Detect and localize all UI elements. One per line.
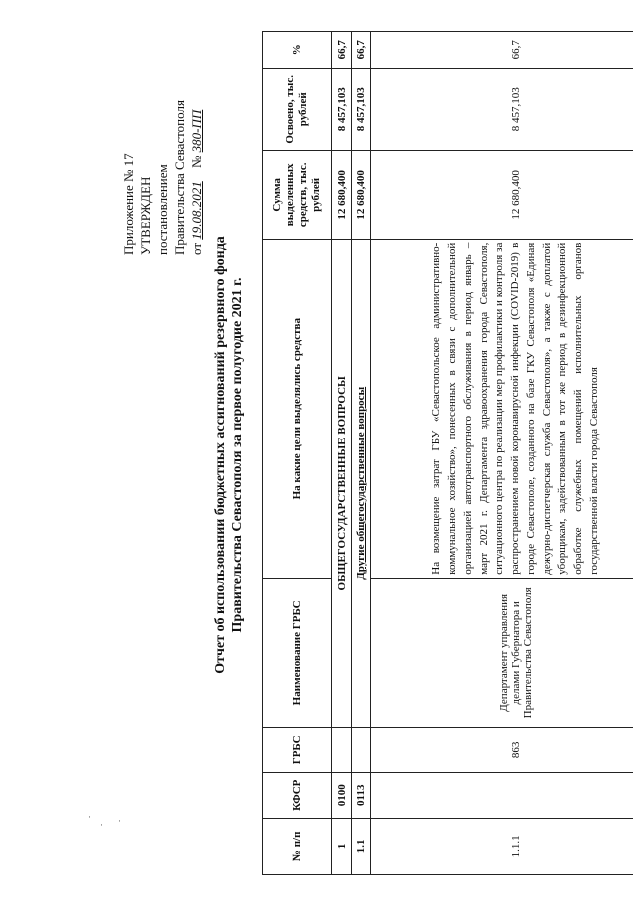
row3-purpose: На возмещение затрат ГБУ «Севастопольское административно-коммунальное хозяйство», понесенных в связи с дополнительной организацией автотранспортного обслуживания в период январь – март 2021 г. Департамента здравоохранения города Севастополя, ситуационного центра по реализации мер профилактики и контроля за распространением новой коронавирусной инфекции (COVID-2019) в городе Севастополе, созданного на базе ГКУ Севастополя «Единая дежурно-диспетчерская служба Севастополя», а также с доплатой уборщикам, задействованным в тот же период в дезинфекционной обработке служебных помещений исполнительных органов государственной власти города Севастополя — [371, 239, 633, 578]
appendix-number: Приложение № 17 — [121, 153, 136, 255]
header-kfsr: КФСР — [263, 772, 332, 818]
header-name: Наименование ГРБС — [263, 578, 332, 727]
row3-kfsr — [371, 772, 633, 818]
row1-sum: 12 680,400 — [332, 151, 352, 240]
title-line-2: Правительства Севастополя за первое полугодие 2021 г. — [230, 277, 245, 633]
row1-spent: 8 457,103 — [332, 68, 352, 150]
resolution-label: постановлением — [155, 164, 170, 255]
row3-name: Департамент управления делами Губернатора и Правительства Севастополя — [371, 578, 633, 727]
row3-sum: 12 680,400 — [371, 151, 633, 240]
document-title — [212, 105, 246, 805]
row3-num: 1.1.1 — [371, 818, 633, 874]
row1-pct: 66,7 — [332, 32, 352, 69]
header-spent: Освоено, тыс. рублей — [263, 68, 332, 150]
row2-label-text: Другие общегосударственные вопросы — [355, 386, 367, 580]
row1-kfsr: 0100 — [332, 772, 352, 818]
table-row-item — [371, 32, 633, 875]
row2-pct: 66,7 — [352, 32, 371, 69]
row2-num: 1.1 — [352, 818, 371, 874]
table-header-row — [263, 32, 332, 875]
report-table — [262, 31, 633, 875]
approval-block — [120, 25, 205, 255]
row2-sum: 12 680,400 — [352, 151, 371, 240]
date-prefix: от — [189, 242, 204, 255]
date-number-line — [188, 25, 205, 255]
table-row-subsection — [352, 32, 371, 875]
header-purpose: На какие цели выделялись средства — [263, 239, 332, 578]
number-prefix: № — [189, 155, 204, 168]
row2-grbs — [352, 727, 371, 772]
header-num: № п/п — [263, 818, 332, 874]
row1-grbs — [332, 727, 352, 772]
header-grbs: ГРБС — [263, 727, 332, 772]
row3-grbs: 863 — [371, 727, 633, 772]
date-value: 19.08.2021 — [189, 181, 204, 240]
row2-spent: 8 457,103 — [352, 68, 371, 150]
row2-label — [352, 239, 371, 727]
title-line-1: Отчет об использовании бюджетных ассигнований резервного фонда — [213, 236, 228, 674]
scan-speck: · — [100, 820, 103, 830]
row3-spent: 8 457,103 — [371, 68, 633, 150]
approved-label: УТВЕРЖДЕН — [138, 176, 153, 255]
government-label: Правительства Севастополя — [172, 100, 187, 255]
header-pct: % — [263, 32, 332, 69]
row2-kfsr: 0113 — [352, 772, 371, 818]
header-sum: Сумма выделенных средств, тыс. рублей — [263, 151, 332, 240]
row1-num: 1 — [332, 818, 352, 874]
number-value: 380-ПП — [189, 109, 204, 153]
scan-speck: · — [118, 816, 121, 826]
scan-speck: · — [88, 812, 91, 822]
table-row-section — [332, 32, 352, 875]
row1-label: ОБЩЕГОСУДАРСТВЕННЫЕ ВОПРОСЫ — [332, 239, 352, 727]
row3-pct: 66,7 — [371, 32, 633, 69]
